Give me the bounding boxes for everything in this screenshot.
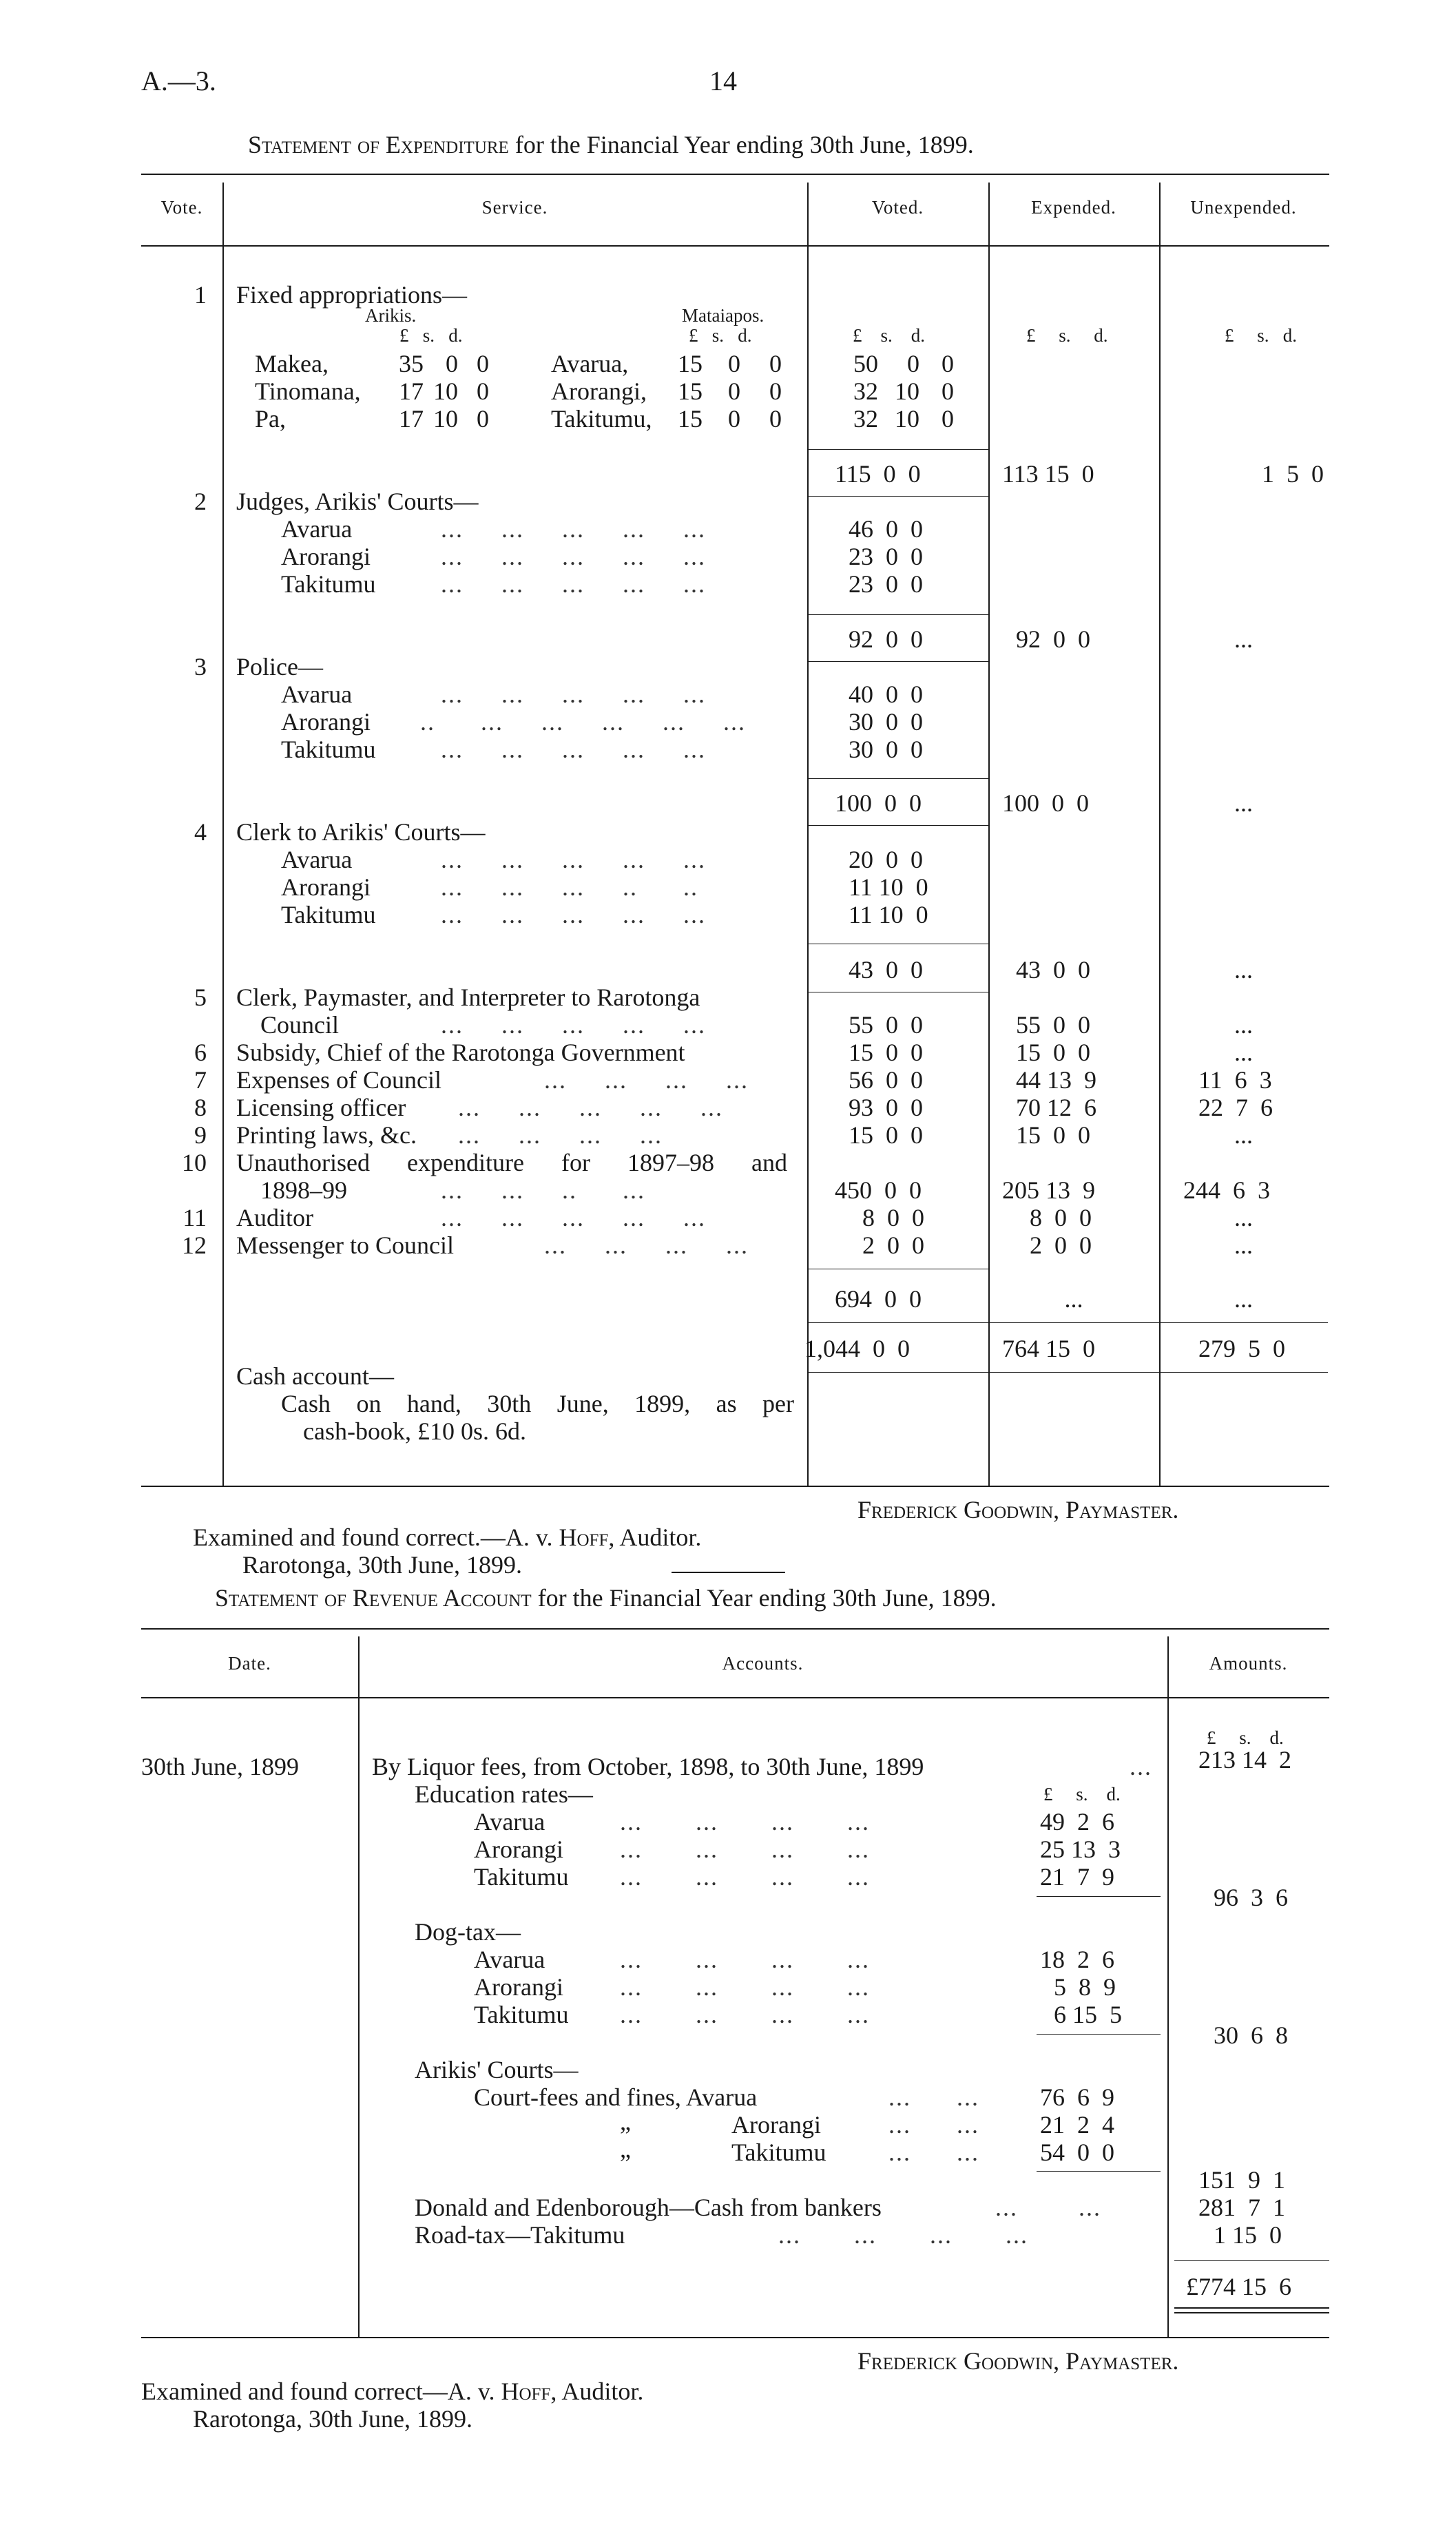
voted-amount: 23 0 0 — [849, 570, 923, 598]
header-accounts: Accounts. — [722, 1653, 804, 1674]
voted-amount: 23 0 0 — [849, 543, 923, 570]
revenue-amount: 281 7 1 — [1198, 2194, 1285, 2221]
leader-dots: ... ... ... ... ... — [441, 736, 706, 763]
revenue-subamount: 6 15 5 — [1054, 2001, 1122, 2028]
double-total-rule — [1174, 2312, 1329, 2313]
expenditure-title: Statement of Expenditure for the Financial Year ending 30th June, 1899. — [248, 131, 974, 158]
column-divider — [222, 183, 224, 1486]
leader-dots: ... ... ... ... ... — [441, 680, 706, 708]
service-item: Arorangi — [281, 873, 371, 901]
paymaster-signature: Frederick Goodwin, Paymaster. — [857, 1496, 1179, 1523]
currency-headings: £ s. d. — [1225, 325, 1298, 346]
ditto-mark: „ — [620, 2135, 631, 2163]
column-divider — [1167, 1636, 1169, 2337]
service-item: Avarua — [281, 680, 353, 708]
vote-label: Clerk to Arikis' Courts— — [236, 818, 486, 846]
revenue-subamount: 18 2 6 — [1040, 1946, 1114, 1973]
leader-dots: .. ... ... ... ... ... — [420, 708, 746, 736]
service-item: Arorangi — [281, 708, 371, 736]
place-date: Rarotonga, 30th June, 1899. — [193, 2405, 472, 2433]
revenue-subamount: 21 7 9 — [1040, 1863, 1114, 1891]
header-service: Service. — [481, 197, 548, 218]
header-voted: Voted. — [871, 197, 924, 218]
leader-dots: ... ... ... ... ... — [441, 846, 706, 873]
expended-total: ... — [1064, 1285, 1083, 1313]
revenue-header-rule — [141, 1697, 1329, 1698]
voted-total: 92 0 0 — [849, 625, 923, 653]
expenditure-header-rule — [141, 245, 1329, 247]
revenue-item: Donald and Edenborough—Cash from bankers — [415, 2194, 882, 2221]
subtotal-rule — [807, 496, 988, 497]
vote-label: Fixed appropriations— — [236, 281, 467, 309]
header-unexpended: Unexpended. — [1190, 197, 1297, 218]
place-date: Rarotonga, 30th June, 1899. — [242, 1551, 522, 1579]
revenue-subitem: Takitumu — [474, 1863, 569, 1891]
service-item: Takitumu — [281, 570, 376, 598]
revenue-top-rule — [141, 1628, 1329, 1630]
service-item: Avarua — [281, 846, 353, 873]
leader-dots: ... — [1130, 1753, 1152, 1780]
leader-dots: ... ... ... ... — [620, 2001, 870, 2028]
revenue-item: By Liquor fees, from October, 1898, to 30th June, 1899 — [372, 1753, 924, 1780]
header-amounts: Amounts. — [1209, 1653, 1288, 1674]
revenue-subitem: Avarua — [474, 1808, 545, 1835]
leader-dots: ... ... ... .. .. — [441, 873, 698, 901]
grand-total-rule — [807, 1322, 1328, 1323]
revenue-amount: 151 9 1 — [1198, 2166, 1285, 2194]
expended-total: 100 0 0 — [1002, 789, 1089, 817]
voted-total: 43 0 0 — [849, 956, 923, 984]
revenue-subitem: Takitumu — [731, 2139, 826, 2166]
section-separator — [672, 1572, 785, 1573]
revenue-subamount: 5 8 9 — [1054, 1973, 1116, 2001]
subtotal-rule — [1037, 2034, 1161, 2035]
document-reference: A.—3. — [141, 65, 216, 96]
subtotal-rule — [807, 614, 988, 615]
revenue-subamount: 49 2 6 — [1040, 1808, 1114, 1835]
header-vote: Vote. — [160, 197, 203, 218]
expenditure-bottom-rule — [141, 1486, 1329, 1487]
header-date: Date. — [228, 1653, 271, 1674]
auditor-certification: Examined and found correct—A. v. Hoff, Auditor. — [141, 2378, 644, 2405]
revenue-subamount: 21 2 4 — [1040, 2111, 1114, 2139]
revenue-group-label: Dog-tax— — [415, 1918, 521, 1946]
expended-total: 113 15 0 — [1002, 460, 1094, 488]
revenue-subitem: Arorangi — [731, 2111, 821, 2139]
currency-headings: £ s. d. — [1043, 1784, 1121, 1804]
revenue-subitem: Avarua — [474, 1946, 545, 1973]
revenue-subamount: 54 0 0 — [1040, 2139, 1114, 2166]
currency-headings: £ s. d. — [853, 325, 926, 346]
voted-total: 694 0 0 — [835, 1285, 922, 1313]
double-total-rule — [1174, 2307, 1329, 2309]
revenue-subitem: Court-fees and fines, Avarua — [474, 2083, 758, 2111]
leader-dots: ... ... ... ... — [620, 1835, 870, 1863]
revenue-subitem: Takitumu — [474, 2001, 569, 2028]
subtotal-rule — [1037, 1896, 1161, 1897]
subtotal-rule — [807, 449, 988, 450]
arikis-subheader: Arikis. — [365, 305, 417, 326]
vote-number: 3 — [194, 653, 207, 680]
grand-total-rule — [807, 1372, 1328, 1373]
leader-dots: ... ... ... ... — [620, 1946, 870, 1973]
revenue-subamount: 25 13 3 — [1040, 1835, 1121, 1863]
column-divider — [807, 183, 809, 1486]
vote-label: Judges, Arikis' Courts— — [236, 488, 479, 515]
voted-amount: 11 10 0 — [849, 901, 928, 928]
vote-label: Police— — [236, 653, 323, 680]
revenue-bottom-rule — [141, 2337, 1329, 2338]
subtotal-rule — [1037, 2171, 1161, 2172]
revenue-amount: 213 14 2 — [1198, 1746, 1291, 1774]
unexpended-total: ... — [1234, 789, 1253, 817]
header-expended: Expended. — [1031, 197, 1116, 218]
leader-dots: ... ... ... ... — [778, 2221, 1028, 2249]
subtotal-rule — [807, 661, 988, 662]
revenue-amount: 96 3 6 — [1214, 1884, 1288, 1911]
leader-dots: ... ... — [888, 2139, 979, 2166]
total-rule — [1174, 2260, 1329, 2261]
revenue-date: 30th June, 1899 — [141, 1753, 299, 1780]
mataiapos-subheader: Mataiapos. — [682, 305, 765, 326]
revenue-amount: 30 6 8 — [1214, 2021, 1288, 2049]
currency-headings: £ s. d. — [689, 325, 752, 346]
service-item: Takitumu — [281, 901, 376, 928]
subtotal-rule — [807, 778, 988, 779]
leader-dots: ... ... ... ... ... — [441, 570, 706, 598]
vote-number: 1 — [194, 281, 207, 309]
currency-headings: £ s. d. — [1207, 1727, 1284, 1748]
paymaster-signature: Frederick Goodwin, Paymaster. — [857, 2347, 1179, 2375]
vote-number: 4 — [194, 818, 207, 846]
unexpended-total: 1 5 0 — [1262, 460, 1324, 488]
revenue-title: Statement of Revenue Account for the Financial Year ending 30th June, 1899. — [215, 1584, 997, 1612]
leader-dots: ... ... ... ... — [620, 1863, 870, 1891]
auditor-certification: Examined and found correct.—A. v. Hoff, Auditor. — [193, 1523, 702, 1551]
service-item: Takitumu — [281, 736, 376, 763]
voted-total: 115 0 0 — [835, 460, 921, 488]
subtotal-rule — [807, 825, 988, 826]
cash-account-line: Cash on hand, 30th June, 1899, as per — [281, 1390, 794, 1417]
revenue-subitem: Arorangi — [474, 1973, 563, 2001]
voted-amount: 40 0 0 — [849, 680, 923, 708]
revenue-group-label: Education rates— — [415, 1780, 593, 1808]
ditto-mark: „ — [620, 2108, 631, 2135]
revenue-subitem: Arorangi — [474, 1835, 563, 1863]
cash-account-label: Cash account— — [236, 1362, 394, 1390]
leader-dots: ... ... ... ... — [620, 1973, 870, 2001]
voted-amount: 46 0 0 — [849, 515, 923, 543]
voted-amount: 20 0 0 — [849, 846, 923, 873]
revenue-item: Road-tax—Takitumu — [415, 2221, 625, 2249]
service-item: Avarua — [281, 515, 353, 543]
expended-total: 92 0 0 — [1016, 625, 1090, 653]
unexpended-total: ... — [1234, 956, 1253, 984]
grand-total-expended: 764 15 0 — [1002, 1335, 1095, 1362]
grand-total-voted: 1,044 0 0 — [804, 1335, 910, 1362]
voted-amount: 30 0 0 — [849, 736, 923, 763]
leader-dots: ... ... ... ... ... — [441, 543, 706, 570]
unexpended-total: ... — [1234, 625, 1253, 653]
expenditure-top-rule — [141, 174, 1329, 175]
currency-headings: £ s. d. — [1026, 325, 1108, 346]
leader-dots: ... ... ... ... ... — [441, 901, 706, 928]
page-number: 14 — [709, 65, 737, 96]
leader-dots: ... ... — [888, 2083, 979, 2111]
voted-total: 100 0 0 — [835, 789, 922, 817]
service-item: Arorangi — [281, 543, 371, 570]
leader-dots: ... ... — [995, 2194, 1101, 2221]
leader-dots: ... ... ... ... — [620, 1808, 870, 1835]
grand-total-unexpended: 279 5 0 — [1198, 1335, 1285, 1362]
revenue-total: £774 15 6 — [1186, 2273, 1291, 2300]
unexpended-total: ... — [1234, 1285, 1253, 1313]
vote-number: 2 — [194, 488, 207, 515]
leader-dots: ... ... — [888, 2111, 979, 2139]
revenue-group-label: Arikis' Courts— — [415, 2056, 579, 2083]
expended-total: 43 0 0 — [1016, 956, 1090, 984]
cash-account-line: cash-book, £10 0s. 6d. — [303, 1417, 526, 1445]
revenue-amount: 1 15 0 — [1214, 2221, 1282, 2249]
voted-amount: 11 10 0 — [849, 873, 928, 901]
voted-amount: 30 0 0 — [849, 708, 923, 736]
revenue-subamount: 76 6 9 — [1040, 2083, 1114, 2111]
column-divider — [358, 1636, 360, 2337]
leader-dots: ... ... ... ... ... — [441, 515, 706, 543]
currency-headings: £ s. d. — [399, 325, 463, 346]
